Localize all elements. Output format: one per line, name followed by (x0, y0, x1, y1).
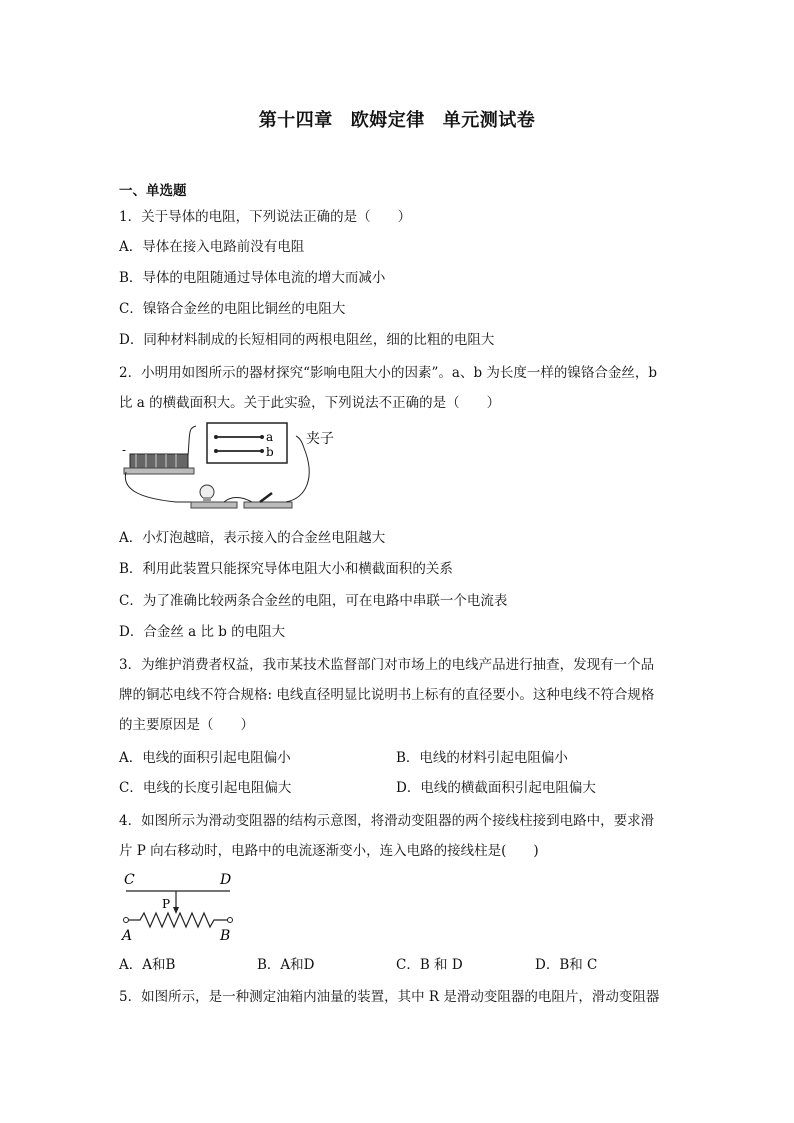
switch-base (244, 502, 292, 508)
q4-stem-line2: 片 P 向右移动时，电路中的电流逐渐变小，连入电路的接线柱是( ) (119, 843, 539, 859)
q4-rheostat-figure (118, 870, 238, 944)
q5-stem-line1: 5．如图所示，是一种测定油箱内油量的装置，其中 R 是滑动变阻器的电阻片，滑动变阻器 (119, 989, 660, 1005)
slider-p-label: P (162, 897, 171, 911)
bulb-base (191, 502, 237, 508)
q3-option-b: B．电线的材料引起电阻偏小 (396, 750, 568, 766)
resistance-wire (129, 913, 228, 927)
slider-p-arrow (173, 907, 179, 914)
q3-option-c: C．电线的长度引起电阻偏大 (119, 780, 292, 796)
q2-stem-line2: 比 a 的横截面积大。关于此实验，下列说法不正确的是（ ） (119, 395, 501, 411)
q2-option-c: C．为了准确比较两条合金丝的电阻，可在电路中串联一个电流表 (119, 593, 508, 609)
terminal-c-label: C (124, 872, 135, 888)
page-title (0, 106, 794, 132)
q4-option-b: B．A和D (257, 957, 315, 973)
terminal-b-label: B (220, 928, 231, 944)
label-b: b (266, 445, 274, 459)
label-clip: 夹子 (306, 431, 334, 447)
q2-circuit-figure (116, 418, 356, 518)
q1-option-b: B．导体的电阻随通过导体电流的增大而减小 (119, 270, 386, 286)
q3-option-a: A．电线的面积引起电阻偏小 (119, 750, 291, 766)
q1-option-d: D．同种材料制成的长短相同的两根电阻丝，细的比粗的电阻大 (119, 332, 495, 348)
section-heading: 一、单选题 (119, 183, 187, 199)
q4-stem-line1: 4．如图所示为滑动变阻器的结构示意图，将滑动变阻器的两个接线柱接到电路中，要求滑 (119, 813, 655, 829)
q3-option-d: D．电线的横截面积引起电阻偏大 (396, 780, 596, 796)
q2-option-b: B．利用此装置只能探究导体电阻大小和横截面积的关系 (119, 561, 453, 577)
battery-minus: - (122, 443, 127, 457)
title-chapter: 第十四章 (258, 110, 333, 131)
q2-stem-line1: 2．小明用如图所示的器材探究“影响电阻大小的因素”。a、b 为长度一样的镍铬合金丝，b (119, 365, 658, 381)
title-topic: 欧姆定律 (350, 110, 425, 131)
light-bulb (200, 485, 214, 499)
q3-stem-line2: 牌的铜芯电线不符合规格: 电线直径明显比说明书上标有的直径要小。这种电线不符合规格 (119, 687, 655, 703)
switch-lever (260, 493, 272, 502)
q3-stem-line1: 3．为维护消费者权益，我市某技术监督部门对市场上的电线产品进行抽查，发现有一个品 (119, 657, 655, 673)
wire-board (207, 423, 287, 463)
q4-option-c: C．B 和 D (396, 957, 463, 973)
terminal-a-label: A (122, 928, 133, 944)
q2-option-a: A．小灯泡越暗，表示接入的合金丝电阻越大 (119, 530, 386, 546)
terminal-a (124, 918, 129, 923)
q3-stem-line3: 的主要原因是（ ） (119, 717, 254, 733)
q2-option-d: D．合金丝 a 比 b 的电阻大 (119, 624, 286, 640)
battery-pack (130, 454, 188, 468)
q4-option-d: D．B和 C (535, 957, 598, 973)
label-a: a (266, 430, 274, 444)
title-test: 单元测试卷 (442, 110, 536, 131)
terminal-d-label: D (220, 872, 232, 888)
terminal-b (228, 918, 233, 923)
q1-stem: 1．关于导体的电阻，下列说法正确的是（ ） (119, 209, 412, 225)
q4-option-a: A．A和B (119, 957, 176, 973)
q1-option-c: C．镍铬合金丝的电阻比铜丝的电阻大 (119, 301, 346, 317)
q1-option-a: A．导体在接入电路前没有电阻 (119, 239, 305, 255)
